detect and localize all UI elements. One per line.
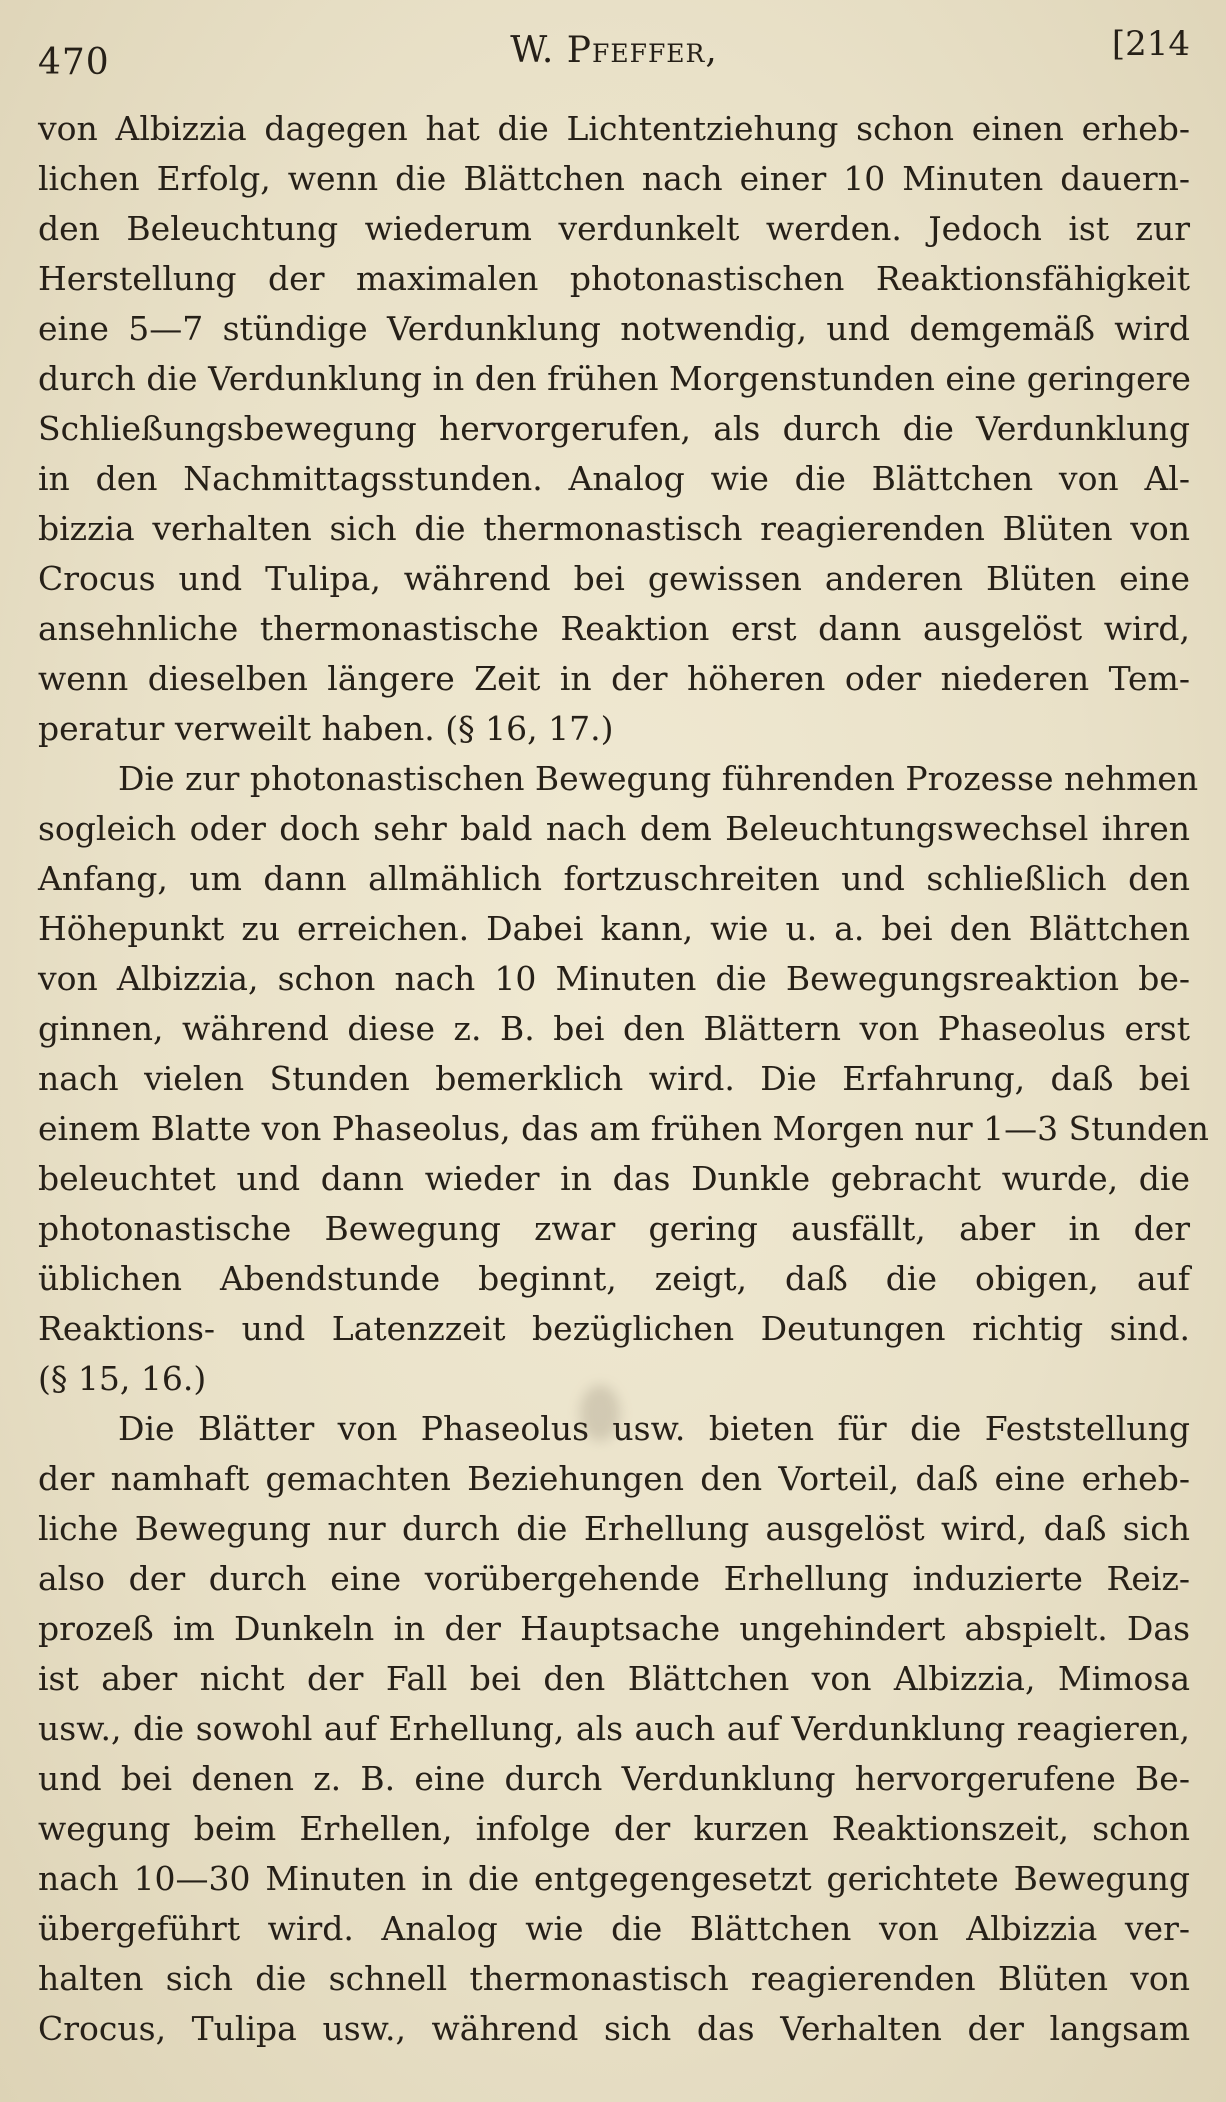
paragraph-end-line: (§ 15, 16.) [38,1359,207,1398]
text-line: einem Blatte von Phaseolus, das am frühen Morgen nur 1—3 Stunden [38,1109,1209,1148]
text-line: sogleich oder doch sehr bald nach dem Beleuchtungswechsel ihren [38,809,1190,848]
text-line: üblichen Abendstunde beginnt, zeigt, daß die obigen, auf [38,1259,1190,1298]
original-page-marker: [214 [1111,24,1190,64]
text-line: ist aber nicht der Fall bei den Blättchen von Albizzia, Mimosa [38,1659,1190,1698]
text-line: übergeführt wird. Analog wie die Blättchen von Albizzia ver- [38,1909,1190,1948]
text-line: Reaktions- und Latenzzeit bezüglichen Deutungen richtig sind. [38,1309,1190,1348]
text-line: ansehnliche thermonastische Reaktion erst dann ausgelöst wird, [38,609,1190,648]
text-line: wenn dieselben längere Zeit in der höheren oder niederen Tem- [38,659,1190,698]
running-head: W. Pfeffer, [510,30,718,71]
text-line: von Albizzia, schon nach 10 Minuten die Bewegungsreaktion be- [38,959,1190,998]
text-line: nach vielen Stunden bemerklich wird. Die Erfahrung, daß bei [38,1059,1190,1098]
text-line: von Albizzia dagegen hat die Lichtentziehung schon einen erheb- [38,109,1190,148]
text-line: usw., die sowohl auf Erhellung, als auch auf Verdunklung reagieren, [38,1709,1190,1748]
text-line: Crocus und Tulipa, während bei gewissen anderen Blüten eine [38,559,1190,598]
text-line: halten sich die schnell thermonastisch reagierenden Blüten von [38,1959,1190,1998]
text-line: Herstellung der maximalen photonastischen Reaktionsfähigkeit [38,259,1190,298]
text-line: durch die Verdunklung in den frühen Morgenstunden eine geringere [38,359,1191,398]
text-line: eine 5—7 stündige Verdunklung notwendig, und demgemäß wird [38,309,1190,348]
text-line: wegung beim Erhellen, infolge der kurzen Reaktionszeit, schon [38,1809,1190,1848]
paragraph-start-line: Die Blätter von Phaseolus usw. bieten für die Feststellung [118,1409,1190,1448]
text-line: photonastische Bewegung zwar gering ausfällt, aber in der [38,1209,1190,1248]
text-line: ginnen, während diese z. B. bei den Blättern von Phaseolus erst [38,1009,1190,1048]
text-line: lichen Erfolg, wenn die Blättchen nach einer 10 Minuten dauern- [38,159,1190,198]
page-number: 470 [38,42,110,83]
text-line: der namhaft gemachten Beziehungen den Vorteil, daß eine erheb- [38,1459,1190,1498]
text-line: Crocus, Tulipa usw., während sich das Verhalten der langsam [38,2009,1190,2048]
paper-smudge [580,1385,620,1441]
text-line: und bei denen z. B. eine durch Verdunklung hervorgerufene Be- [38,1759,1190,1798]
text-line: Anfang, um dann allmählich fortzuschreiten und schließlich den [38,859,1190,898]
text-line: den Beleuchtung wiederum verdunkelt werden. Jedoch ist zur [38,209,1190,248]
text-line: in den Nachmittagsstunden. Analog wie die Blättchen von Al- [38,459,1190,498]
text-line: beleuchtet und dann wieder in das Dunkle gebracht wurde, die [38,1159,1190,1198]
text-line: also der durch eine vorübergehende Erhellung induzierte Reiz- [38,1559,1190,1598]
text-line: nach 10—30 Minuten in die entgegengesetzt gerichtete Bewegung [38,1859,1190,1898]
text-line: Schließungsbewegung hervorgerufen, als durch die Verdunklung [38,409,1190,448]
text-line: liche Bewegung nur durch die Erhellung ausgelöst wird, daß sich [38,1509,1190,1548]
body-text [38,104,1209,2054]
text-line: bizzia verhalten sich die thermonastisch reagierenden Blüten von [38,509,1190,548]
paragraph-start-line: Die zur photonastischen Bewegung führenden Prozesse nehmen [118,759,1199,798]
paragraph-end-line: peratur verweilt haben. (§ 16, 17.) [38,709,614,748]
text-line: prozeß im Dunkeln in der Hauptsache ungehindert abspielt. Das [38,1609,1190,1648]
page-header [38,18,1190,83]
text-line: Höhepunkt zu erreichen. Dabei kann, wie u. a. bei den Blättchen [38,909,1190,948]
